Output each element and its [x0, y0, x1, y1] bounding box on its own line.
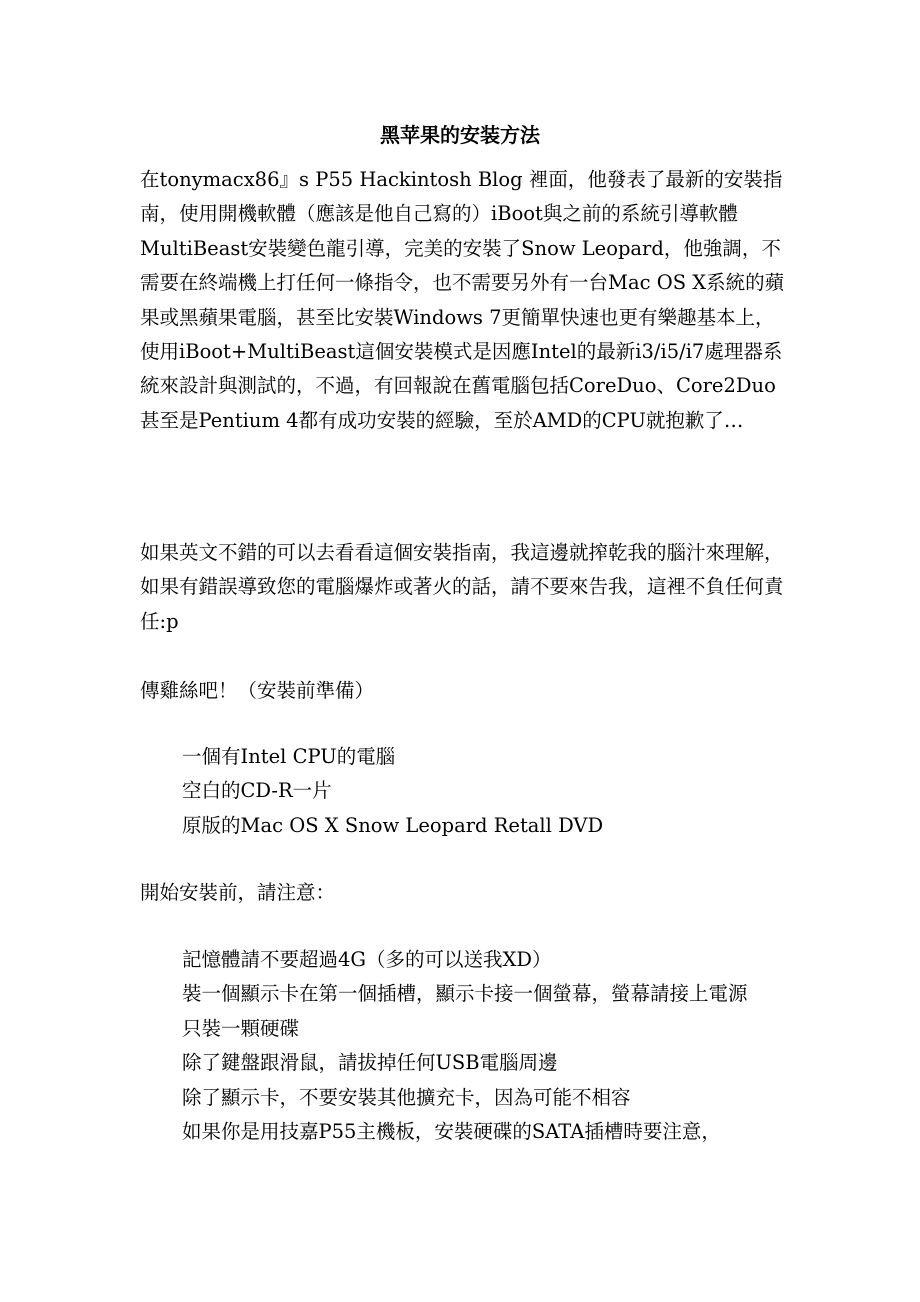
intro-paragraph: 在tonymacx86』s P55 Hackintosh Blog 裡面，他發表了最新的安裝指南，使用開機軟體（應該是他自己寫的）iBoot與之前的系統引導軟體MultiBeast安裝變色龍引導，完美的安裝了Snow Leopard，他強調，不需要在終端機上打任何一條指令，也不需要另外有一台Mac OS X系統的蘋果或黑蘋果電腦，甚至比安裝Windows 7更簡單快速也更有樂趣基本上，使用iBoot+MultiBeast這個安裝模式是因應Intel的最新i3/i5/i7處理器系統來設計與測試的，不過，有回報說在舊電腦包括CoreDuo、Core2Duo甚至是Pentium 4都有成功安裝的經驗，至於AMD的CPU就抱歉了… [140, 168, 785, 432]
list-item: 如果你是用技嘉P55主機板，安裝硬碟的SATA插槽時要注意， [182, 1120, 721, 1144]
prep-list [140, 740, 788, 843]
notes-list [140, 943, 788, 1149]
list-item: 只裝一顆硬碟 [182, 1016, 300, 1040]
document-title: 黑苹果的安装方法 [380, 123, 540, 147]
prep-heading: 傳雞絲吧！（安裝前準備） [140, 679, 375, 702]
list-item: 除了鍵盤跟滑鼠，請拔掉任何USB電腦周邊 [182, 1051, 558, 1075]
disclaimer-paragraph: 如果英文不錯的可以去看看這個安裝指南，我這邊就搾乾我的腦汁來理解，如果有錯誤導致您的電腦爆炸或著火的話，請不要來告我，這裡不負任何責任:p [140, 541, 784, 633]
notes-heading: 開始安裝前，請注意： [140, 881, 336, 904]
list-item: 一個有Intel CPU的電腦 [182, 745, 396, 768]
list-item: 裝一個顯示卡在第一個插槽，顯示卡接一個螢幕，螢幕請接上電源 [182, 982, 748, 1006]
list-item: 空白的CD-R一片 [182, 779, 332, 803]
list-item: 記憶體請不要超過4G（多的可以送我XD） [182, 948, 552, 971]
list-item: 原版的Mac OS X Snow Leopard Retall DVD [182, 813, 604, 837]
list-item: 除了顯示卡，不要安裝其他擴充卡，因為可能不相容 [182, 1085, 631, 1109]
